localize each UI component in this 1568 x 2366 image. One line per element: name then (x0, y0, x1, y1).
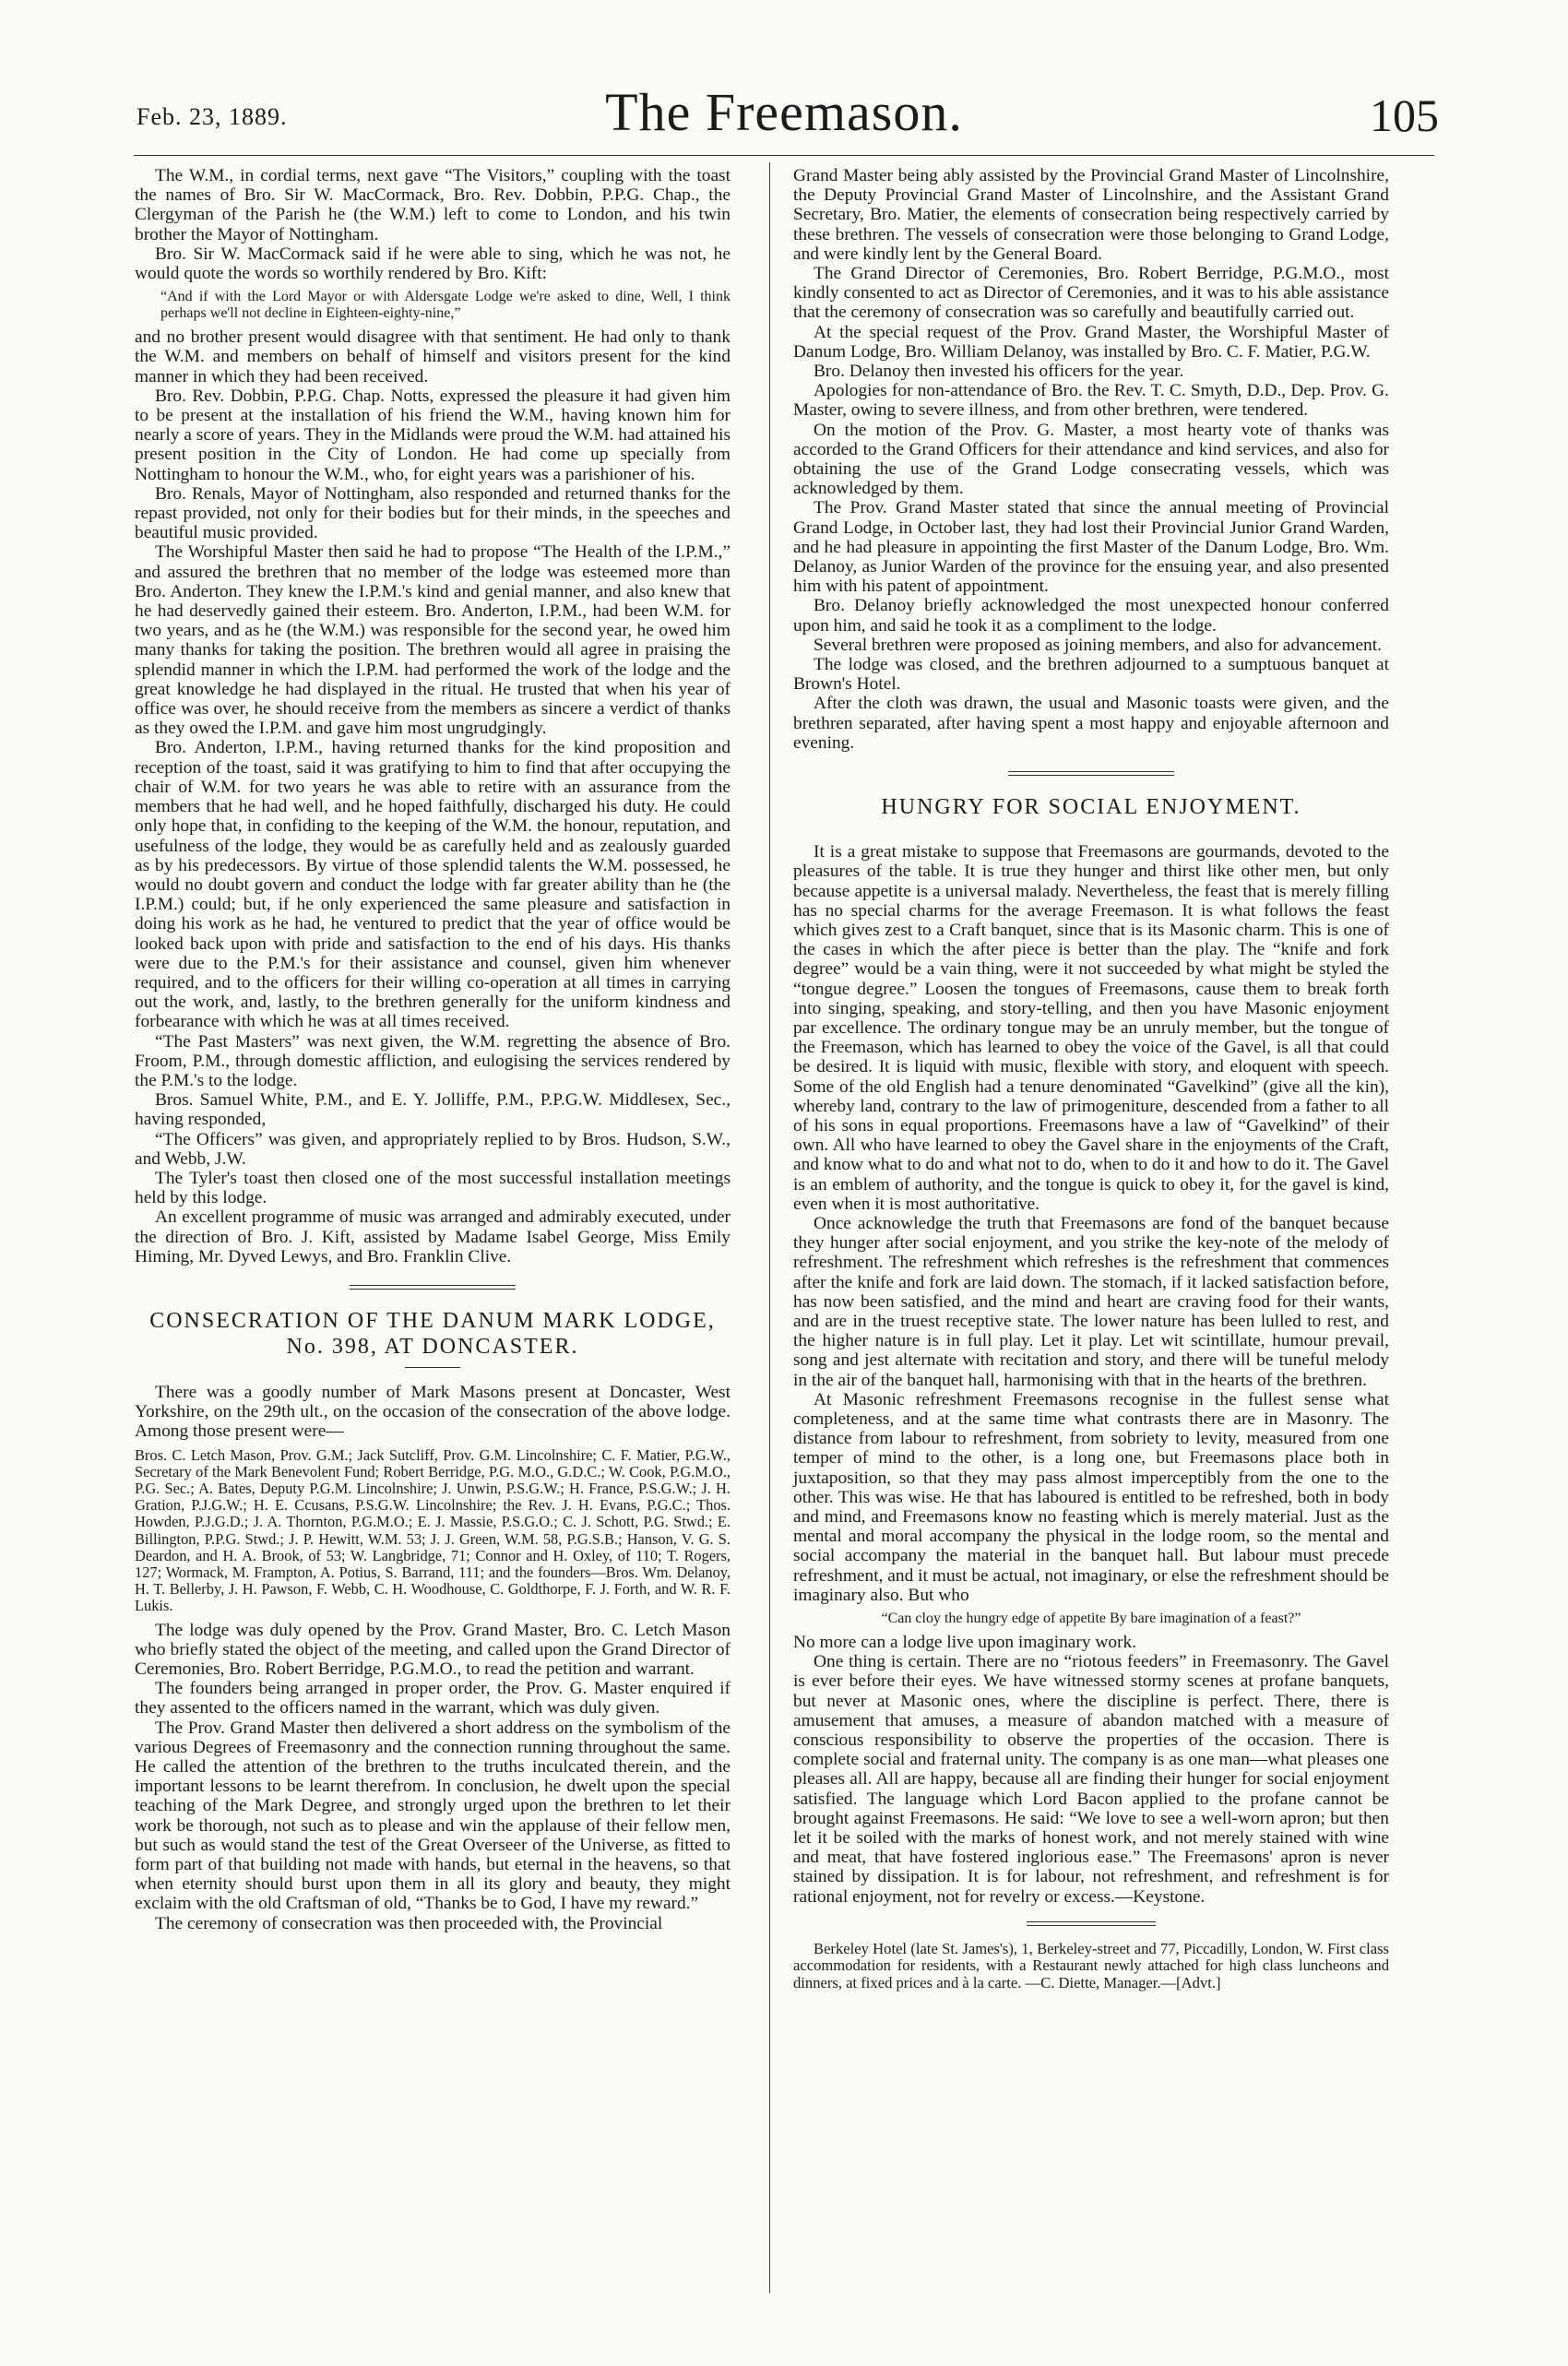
paragraph: Bros. Samuel White, P.M., and E. Y. Jolliffe, P.M., P.P.G.W. Middlesex, Sec., having responded, (135, 1090, 731, 1130)
right-column (793, 166, 1389, 1992)
paragraph: An excellent programme of music was arranged and admirably executed, under the direction of Bro. J. Kift, assisted by Madame Isabel George, Miss Emily Himing, Mr. Dyved Lewys, and Bro. Franklin Clive. (135, 1207, 731, 1266)
paragraph: The Grand Director of Ceremonies, Bro. Robert Berridge, P.G.M.O., most kindly consented to act as Director of Ceremonies, and it was to his able assistance that the ceremony of consecration was so carefully and beautifully carried out. (793, 264, 1389, 323)
section-rule (350, 1285, 516, 1290)
paragraph: No more can a lodge live upon imaginary work. (793, 1633, 1137, 1653)
paragraph: Bro. Sir W. MacCormack said if he were able to sing, which he was not, he would quote the words so worthily rendered by Bro. Kift: (135, 244, 731, 284)
paragraph: On the motion of the Prov. G. Master, a most hearty vote of thanks was accorded to the Grand Officers for their attendance and kind services, and also for obtaining the use of the Grand Lodge consecrating vessels, which was acknowledged by them. (793, 420, 1389, 499)
column-separator (769, 162, 770, 2293)
heading-rule (405, 1367, 460, 1368)
paragraph: The W.M., in cordial terms, next gave “The Visitors,” coupling with the toast the names of Bro. Sir W. MacCormack, Bro. Rev. Dobbin, P.P.G. Chap., the Clergyman of the Parish he (the W.M.) left to come to London, and his twin brother the Mayor of Nottingham. (135, 166, 731, 244)
header-rule (134, 155, 1434, 156)
paragraph: The lodge was closed, and the brethren adjourned to a sumptuous banquet at Brown's Hotel. (793, 655, 1389, 695)
paragraph: Several brethren were proposed as joining members, and also for advancement. (814, 635, 1382, 655)
left-column (135, 166, 731, 1933)
issue-date: Feb. 23, 1889. (137, 103, 288, 130)
paragraph: Bro. Delanoy briefly acknowledged the most unexpected honour conferred upon him, and said he took it as a compliment to the lodge. (793, 596, 1389, 636)
consecration-heading: CONSECRATION OF THE DANUM MARK LODGE, No. 398, AT DONCASTER. (149, 1308, 716, 1359)
section-rule (1027, 1921, 1156, 1926)
paragraph: There was a goodly number of Mark Masons present at Doncaster, West Yorkshire, on the 29th ult., on the occasion of the consecration of the above lodge. Among those present were— (135, 1382, 731, 1442)
paragraph: “The Past Masters” was next given, the W.M. regretting the absence of Bro. Froom, P.M., through domestic affliction, and eulogising the services rendered by the P.M.'s to the lodge. (135, 1031, 731, 1090)
paragraph: Bro. Rev. Dobbin, P.P.G. Chap. Notts, expressed the pleasure it had given him to be present at the installation of his friend the W.M., having known him for nearly a score of years. They in the Midlands were proud the W.M. had attained his present position in the City of London. He had come up specially from Nottingham to honour the W.M., who, for eight years was a parishioner of his. (135, 386, 731, 484)
paragraph: At Masonic refreshment Freemasons recognise in the fullest sense what completeness, and at the same time what contrasts there are in Masonry. The distance from labour to refreshment, from sobriety to levity, measured from one temper of mind to the other, is a long one, but Freemasons place both in juxtaposition, so that they may pass almost imperceptibly from the one to the other. This was wise. He that has laboured is entitled to be refreshed, both in body and mind, and Freemasons know no feasting which is merely material. Just as the mental and moral accompany the physical in the lodge room, so the mental and social accompany the material in the banquet hall. But labour must precede refreshment, and it must be actual, not imaginary, or else the refreshment should be imaginary also. But who (793, 1389, 1389, 1605)
paragraph: The lodge was duly opened by the Prov. Grand Master, Bro. C. Letch Mason who briefly stated the object of the meeting, and called upon the Grand Director of Ceremonies, Bro. Robert Berridge, P.G.M.O., to read the petition and warrant. (135, 1620, 731, 1680)
paragraph: Bro. Renals, Mayor of Nottingham, also responded and returned thanks for the repast provided, not only for their bodies but for their minds, in the speeches and beautiful music provided. (135, 483, 731, 543)
paragraph: At the special request of the Prov. Grand Master, the Worshipful Master of Danum Lodge, Bro. William Delanoy, was installed by Bro. C. F. Matier, P.G.W. (793, 322, 1389, 362)
paragraph: One thing is certain. There are no “riotous feeders” in Freemasonry. The Gavel is ever before their eyes. We have witnessed stormy scenes at profane banquets, but never at Masonic ones, where the discipline is perfect. There, there is amusement that amuses, a measure of abandon matched with a measure of conscious responsibility to observe the properties of the occasion. There is complete social and fraternal unity. The company is as one man—what pleases one pleases all. All are happy, because all are finding their hunger for social enjoyment satisfied. The language which Lord Bacon applied to the profane cannot be brought against Freemasons. He said: “We love to see a well-worn apron; but then let it be soiled with the marks of honest work, and not merely stained with wine and meat, that have fostered inglorious ease.” The Freemasons' apron is never stained by dissipation. It is for labour, not refreshment, and refreshment is for rational enjoyment, not for revelry or excess.—Keystone. (793, 1652, 1389, 1907)
paragraph: The ceremony of consecration was then proceeded with, the Provincial (155, 1913, 663, 1933)
paragraph: and no brother present would disagree with that sentiment. He had only to thank the W.M. and members on behalf of himself and visitors present for the kind manner in which they had been received. (135, 327, 731, 386)
hungry-heading: HUNGRY FOR SOCIAL ENJOYMENT. (881, 795, 1301, 820)
paragraph: Bro. Delanoy then invested his officers for the year. (814, 362, 1184, 382)
page-number: 105 (1370, 89, 1439, 141)
paragraph: After the cloth was drawn, the usual and Masonic toasts were given, and the brethren separated, after having spent a most happy and enjoyable afternoon and evening. (793, 694, 1389, 753)
verse-quote: “Can cloy the hungry edge of appetite By bare imagination of a feast?” (881, 1611, 1301, 1627)
paragraph: Grand Master being ably assisted by the Provincial Grand Master of Lincolnshire, the Deputy Provincial Grand Master of Lincolnshire, and the Assistant Grand Secretary, Bro. Matier, the elements of consecration being respectively carried by these brethren. The vessels of consecration were those belonging to Grand Lodge, and were kindly lent by the General Board. (793, 166, 1389, 264)
verse-quote: “And if with the Lord Mayor or with Aldersgate Lodge we're asked to dine, Well, I think perhaps we'll not decline in Eighteen-eighty-nine,” (160, 289, 731, 322)
paragraph: “The Officers” was given, and appropriately replied to by Bros. Hudson, S.W., and Webb, J.W. (135, 1129, 731, 1169)
attendee-list: Bros. C. Letch Mason, Prov. G.M.; Jack Sutcliff, Prov. G.M. Lincolnshire; C. F. Matier, P.G.W., Secretary of the Mark Benevolent Fund; Robert Berridge, P.G. M.O., G.D.C.; W. Cook, P.G.M.O., P.G. Sec.; A. Bates, Deputy P.G.M. Lincolnshire; J. Unwin, P.S.G.W.; H. France, P.S.G.W.; J. H. Gration, P.J.G.W.; H. E. Ccusans, P.S.G.W. Lincolnshire; the Rev. J. H. Evans, P.G.C.; Thos. Howden, P.J.G.D.; J. A. Thornton, P.G.M.O.; E. J. Massie, P.S.G.O.; C. J. Schott, P.G. Stwd.; E. Billington, P.P.G. Stwd.; J. P. Hewitt, W.M. 53; J. J. Green, W.M. 58, P.G.S.B.; Hanson, V. G. S. Deardon, and H. A. Brook, of 53; W. Langbridge, 71; Connor and H. Oxley, of 110; T. Rogers, 127; Wormack, M. Frampton, A. Potius, S. Barrand, 111; and the founders—Bros. Wm. Delanoy, H. T. Bellerby, J. H. Pawson, F. Webb, C. H. Woodhouse, C. Goldthorpe, F. J. Forth, and W. R. F. Lukis. (135, 1445, 731, 1615)
section-rule (1008, 771, 1174, 776)
paragraph: Once acknowledge the truth that Freemasons are fond of the banquet because they hunger after social enjoyment, and you strike the key-note of the melody of refreshment. The refreshment which refreshes is the refreshment that commences after the knife and fork are laid down. The stomach, if it lacked satisfaction before, has now been satisfied, and the mind and heart are craving food for their wants, and are in the truest receptive state. The lower nature has been lulled to rest, and the higher nature is in full play. Let it play. Let wit scintillate, humour prevail, song and jest alternate with recitation and story, and there will be tuneful melody in the air of the banquet hall, harmonising with that in the hearts of the brethren. (793, 1213, 1389, 1390)
paragraph: It is a great mistake to suppose that Freemasons are gourmands, devoted to the pleasures of the table. It is true they hunger and thirst like other men, but only because appetite is a universal malady. Nevertheless, the feast that is merely filling has no special charms for the average Freemason. It is what follows the feast which gives zest to a Craft banquet, since that is its Masonic charm. This is one of the cases in which the after piece is better than the play. The “knife and fork degree” would be a vain thing, were it not succeeded by what might be styled the “tongue degree.” Loosen the tongues of Freemasons, cause them to break forth into singing, speaking, and story-telling, and then you have Masonic enjoyment par excellence. The ordinary tongue may be an unruly member, but the tongue of the Freemason, which has learned to obey the voice of the Gavel, is all that could be desired. It is liquid with music, flexible with story, and eloquent with speech. Some of the old English had a tenure denominated “Gavelkind” (give all the kin), whereby land, contrary to the law of primogeniture, descended from a father to all of his sons in equal proportions. Freemasons have a law of “Gavelkind” of their own. All who have learned to obey the Gavel share in the enjoyments of the Craft, and know what to do and what not to do, when to do it and how to do it. The Gavel is an emblem of authority, and the tongue is quick to obey it, for the gavel is kind, even when it is most authoritative. (793, 842, 1389, 1214)
hotel-advertisement: Berkeley Hotel (late St. James's), 1, Berkeley-street and 77, Piccadilly, London, W. First class accommodation for residents, with a Restaurant newly attached for high class luncheons and dinners, at fixed prices and à la carte. —C. Diette, Manager.—[Advt.] (793, 1939, 1389, 1992)
masthead-title: The Freemason. (605, 82, 963, 142)
paragraph: The Worshipful Master then said he had to propose “The Health of the I.P.M.,” and assured the brethren that no member of the lodge was esteemed more than Bro. Anderton. They knew the I.P.M.'s kind and genial manner, and also knew that he had deservedly gained their esteem. Bro. Anderton, I.P.M., had been W.M. for two years, and as he (the W.M.) was responsible for the second year, he owed him many thanks for taking the position. The brethren would all agree in praising the splendid manner in which the I.P.M. had performed the work of the lodge and the great knowledge he had displayed in the ritual. He trusted that when his year of office was over, he should receive from the members as sincere a verdict of thanks as they owed the I.P.M. and gave him most ungrudgingly. (135, 542, 731, 739)
paragraph: The founders being arranged in proper order, the Prov. G. Master enquired if they assented to the officers named in the warrant, which was duly given. (135, 1679, 731, 1718)
paragraph: The Prov. Grand Master stated that since the annual meeting of Provincial Grand Lodge, in October last, they had lost their Provincial Junior Grand Warden, and he had pleasure in appointing the first Master of the Danum Lodge, Bro. Wm. Delanoy, as Junior Warden of the province for the ensuing year, and also presented him with his patent of appointment. (793, 498, 1389, 597)
paragraph: Bro. Anderton, I.P.M., having returned thanks for the kind proposition and reception of the toast, said it was gratifying to him to find that after occupying the chair of W.M. for two years he was able to retire with an assurance from the members that he had well, and he hoped faithfully, discharged his duty. He could only hope that, in confiding to the keeping of the W.M. the honour, reputation, and usefulness of the lodge, they would be as carefully held and as zealously guarded as by his predecessors. By virtue of those splendid talents the W.M. possessed, he would no doubt govern and conduct the lodge with far greater ability than he (the I.P.M.) could; but, if he only experienced the same pleasure and satisfaction in doing his work as he had, he ventured to predict that the year of office would be looked back upon with pride and satisfaction to the end of his days. His thanks were due to the P.M.'s for their assistance and counsel, given him whenever required, and to the officers for their willing co-operation at all times in carrying out the work, and, lastly, to the brethren generally for the uniform kindness and forbearance with which he was at all times received. (135, 738, 731, 1032)
paragraph: The Prov. Grand Master then delivered a short address on the symbolism of the various Degrees of Freemasonry and the connection running throughout the same. He called the attention of the brethren to the truths inculcated therein, and the important lessons to be learnt therefrom. In conclusion, he dwelt upon the special teaching of the Mark Degree, and strongly urged upon the brethren to let their work be thorough, not such as to please and win the applause of their fellow men, but such as would stand the test of the Great Overseer of the Universe, as fitted to form part of that building not made with hands, but eternal in the heavens, so that when eternity should burst upon them in all its glory and beauty, they might exclaim with the old Craftsman of old, “Thanks be to God, I have my reward.” (135, 1718, 731, 1914)
paragraph: The Tyler's toast then closed one of the most successful installation meetings held by this lodge. (135, 1168, 731, 1208)
paragraph: Apologies for non-attendance of Bro. the Rev. T. C. Smyth, D.D., Dep. Prov. G. Master, owing to severe illness, and from other brethren, were tendered. (793, 381, 1389, 421)
